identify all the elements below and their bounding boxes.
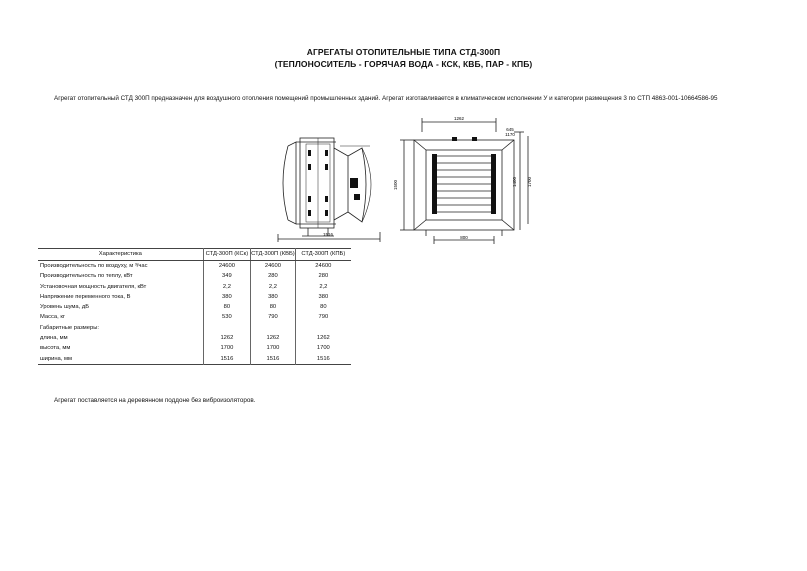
- table-row: [38, 271, 351, 281]
- value-ksk: 24600: [203, 261, 251, 272]
- row-label: ширина, мм: [40, 355, 72, 362]
- value-kvb: 80: [251, 302, 296, 312]
- value-ksk: 1516: [203, 354, 251, 365]
- value-ksk: 349: [203, 271, 251, 281]
- value-kpb: 1700: [295, 343, 351, 353]
- front-view-drawing: [392, 112, 532, 248]
- document-title-line1: АГРЕГАТЫ ОТОПИТЕЛЬНЫЕ ТИПА СТД-300П: [306, 47, 501, 57]
- front-inner-dim: 1170: [505, 132, 515, 137]
- value-kvb: 790: [251, 312, 296, 322]
- value-ksk: 1700: [203, 343, 251, 353]
- value-kpb: 1262: [295, 333, 351, 343]
- value-kpb: 1516: [295, 354, 351, 365]
- specifications-table: [38, 248, 351, 365]
- document-title-line2: (ТЕПЛОНОСИТЕЛЬ - ГОРЯЧАЯ ВОДА - КСК, КВБ, ПАР - КПБ): [274, 59, 533, 69]
- table-row: [38, 312, 351, 322]
- front-height-dim: 1700: [527, 176, 532, 188]
- value-kpb: 280: [295, 271, 351, 281]
- header-characteristic: Характеристика: [38, 249, 203, 261]
- value-kvb: 2,2: [251, 282, 296, 292]
- value-kpb: [295, 323, 351, 333]
- header-ksk: СТД-300П (КСк): [203, 249, 251, 261]
- table-row: [38, 282, 351, 292]
- value-kpb: 80: [295, 302, 351, 312]
- front-side-dim: 1400: [512, 176, 517, 188]
- row-label: Масса, кг: [40, 314, 66, 321]
- row-label: Производительность по теплу, кВт: [40, 273, 133, 280]
- value-kpb: 380: [295, 292, 351, 302]
- side-height-dim: 1500: [393, 179, 398, 191]
- value-ksk: 2,2: [203, 282, 251, 292]
- value-kvb: 1516: [251, 354, 296, 365]
- table-row: [38, 354, 351, 365]
- value-ksk: 530: [203, 312, 251, 322]
- table-row: [38, 343, 351, 353]
- intro-paragraph: Агрегат отопительный СТД 300П предназначен для воздушного отопления помещений промышленных зданий. Агрегат изготавливается в климатическом исполнении У и категории размещения 3 по СТП 4863-001-10664586-95: [54, 95, 718, 103]
- value-kpb: 2,2: [295, 282, 351, 292]
- base-dim: 800: [460, 235, 468, 240]
- header-kvb: СТД-300П (КВБ): [251, 249, 296, 261]
- row-label: Напряжение переменного тока, В: [40, 293, 131, 300]
- value-kvb: 24600: [251, 261, 296, 272]
- value-kvb: 380: [251, 292, 296, 302]
- row-label: высота, мм: [40, 345, 71, 352]
- table-row: [38, 302, 351, 312]
- row-label: Установочная мощность двигателя, кВт: [40, 283, 147, 290]
- value-ksk: 80: [203, 302, 251, 312]
- offset-dim: 645: [506, 127, 514, 132]
- header-kpb: СТД-300П (КПБ): [295, 249, 351, 261]
- value-kvb: 1262: [251, 333, 296, 343]
- value-ksk: [203, 323, 251, 333]
- value-kpb: 790: [295, 312, 351, 322]
- side-width-dim: 1516: [322, 232, 334, 237]
- value-ksk: 1262: [203, 333, 251, 343]
- value-kvb: [251, 323, 296, 333]
- row-label: длина, мм: [40, 335, 68, 342]
- value-kvb: 280: [251, 271, 296, 281]
- front-width-dim: 1262: [453, 116, 465, 121]
- footer-note: Агрегат поставляется на деревянном поддоне без виброизоляторов.: [54, 397, 256, 405]
- side-view-drawing: [270, 128, 390, 246]
- table-header-row: [38, 249, 351, 261]
- table-row: [38, 333, 351, 343]
- row-label: Уровень шума, дБ: [40, 304, 90, 311]
- table-row: [38, 292, 351, 302]
- row-label: Габаритные размеры:: [40, 324, 100, 331]
- value-kpb: 24600: [295, 261, 351, 272]
- table-row: [38, 261, 351, 272]
- value-ksk: 380: [203, 292, 251, 302]
- table-row: [38, 323, 351, 333]
- value-kvb: 1700: [251, 343, 296, 353]
- row-label: Производительность по воздуху, м ³/час: [40, 263, 148, 269]
